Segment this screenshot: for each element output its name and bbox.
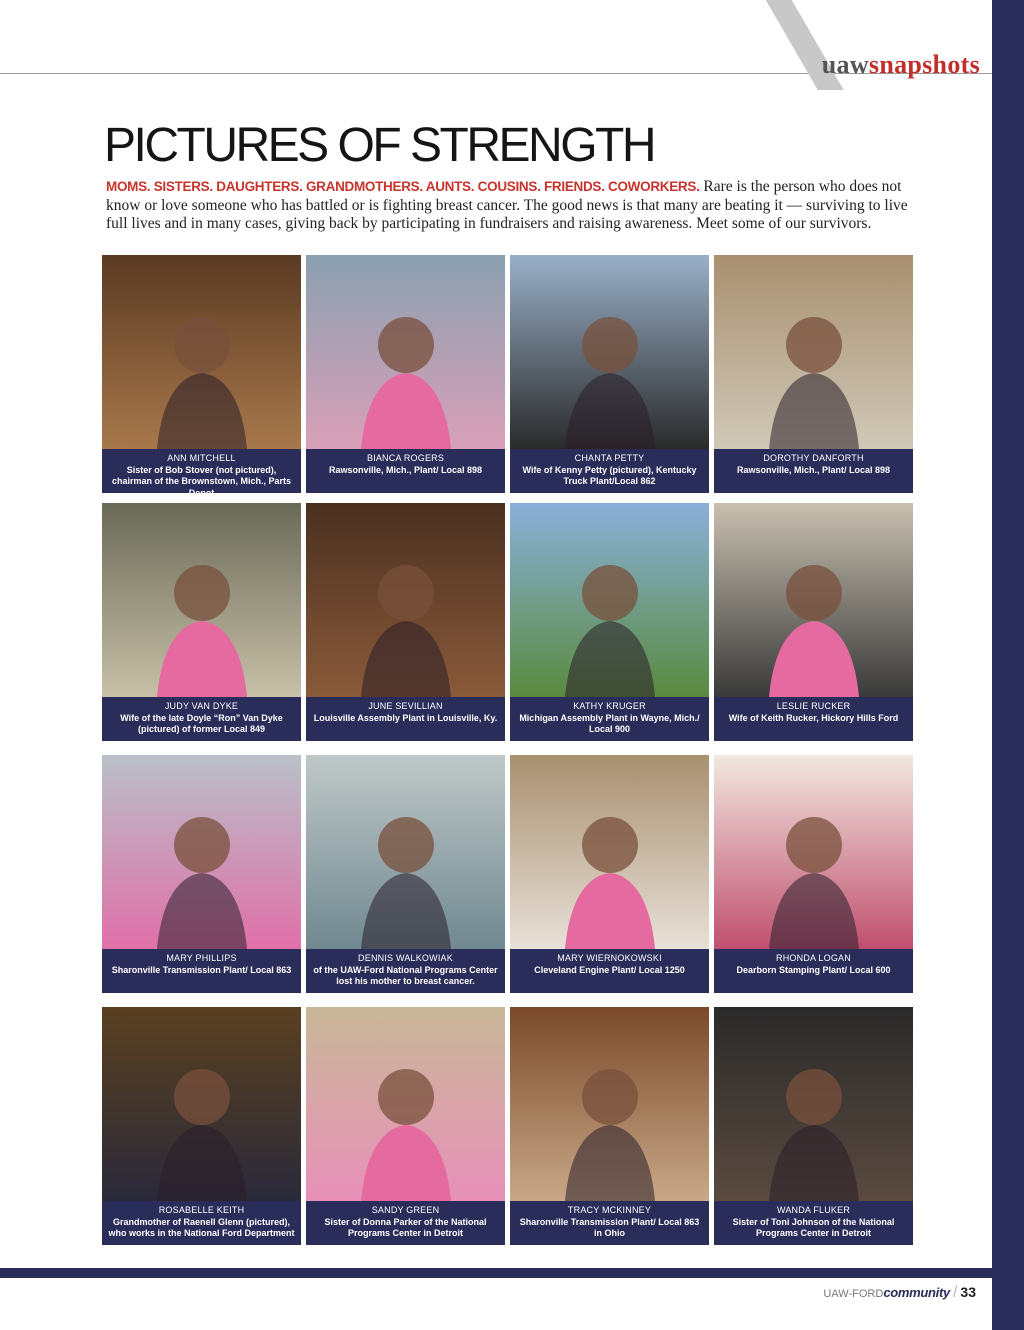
- survivor-photo-grid: [102, 255, 916, 1249]
- survivor-photo: [306, 755, 505, 949]
- intro-lead: MOMS. SISTERS. DAUGHTERS. GRANDMOTHERS. AUNTS. COUSINS. FRIENDS. COWORKERS.: [106, 179, 700, 194]
- survivor-photo: [510, 1007, 709, 1201]
- survivor-description: Rawsonville, Mich., Plant/ Local 898: [736, 464, 891, 475]
- survivor-card: [714, 503, 913, 741]
- survivor-card: [102, 755, 301, 993]
- survivor-caption: [714, 449, 913, 493]
- survivor-card: [510, 755, 709, 993]
- survivor-photo: [714, 755, 913, 949]
- survivor-caption: [306, 949, 505, 993]
- survivor-card: [510, 255, 709, 493]
- survivor-description: of the UAW-Ford National Programs Center lost his mother to breast cancer.: [313, 964, 498, 986]
- survivor-caption: [306, 1201, 505, 1245]
- survivor-caption: [510, 697, 709, 741]
- page-number: 33: [960, 1284, 976, 1300]
- survivor-card: [714, 255, 913, 493]
- survivor-card: [306, 755, 505, 993]
- survivor-description: Sister of Bob Stover (not pictured), chairman of the Brownstown, Mich., Parts Depot: [111, 464, 292, 498]
- survivor-name: ANN MITCHELL: [167, 453, 236, 463]
- section-tag: [822, 50, 980, 80]
- survivor-photo: [306, 503, 505, 697]
- survivor-caption: [306, 697, 505, 741]
- survivor-name: BIANCA ROGERS: [366, 453, 445, 463]
- survivor-description: Michigan Assembly Plant in Wayne, Mich./ Local 900: [519, 712, 700, 734]
- survivor-card: [510, 503, 709, 741]
- footer-bar: [0, 1268, 992, 1278]
- survivor-description: Wife of the late Doyle “Ron” Van Dyke (pictured) of former Local 849: [120, 712, 283, 734]
- page-title: PICTURES OF STRENGTH: [104, 119, 655, 172]
- survivor-card: [306, 503, 505, 741]
- section-tag-word: snapshots: [868, 50, 980, 79]
- survivor-photo: [510, 755, 709, 949]
- survivor-photo: [714, 1007, 913, 1201]
- survivor-name: DENNIS WALKOWIAK: [358, 953, 453, 963]
- survivor-name: MARY PHILLIPS: [166, 953, 237, 963]
- survivor-card: [714, 755, 913, 993]
- survivor-photo: [102, 755, 301, 949]
- survivor-caption: [510, 949, 709, 993]
- survivor-description: Wife of Keith Rucker, Hickory Hills Ford: [728, 712, 899, 723]
- survivor-name: DOROTHY DANFORTH: [763, 453, 864, 463]
- survivor-description: Dearborn Stamping Plant/ Local 600: [736, 964, 891, 975]
- intro-body: Rare is the person who does not know or love someone who has battled or is fighting breast cancer. The good news is that many are beating it — surviving to live full lives and in many cases, giving back by participating in fundraisers and raising awareness. Meet some of our survivors.: [106, 178, 908, 232]
- survivor-photo: [714, 255, 913, 449]
- survivor-photo: [714, 503, 913, 697]
- survivor-card: [102, 255, 301, 498]
- survivor-description: Wife of Kenny Petty (pictured), Kentucky Truck Plant/Local 862: [522, 464, 697, 486]
- survivor-card: [510, 1007, 709, 1245]
- survivor-description: Louisville Assembly Plant in Louisville, Ky.: [313, 712, 498, 723]
- survivor-photo: [510, 255, 709, 449]
- survivor-photo: [102, 255, 301, 449]
- survivor-name: LESLIE RUCKER: [776, 701, 851, 711]
- survivor-photo: [306, 1007, 505, 1201]
- survivor-caption: [714, 949, 913, 993]
- survivor-name: TRACY MCKINNEY: [567, 1205, 652, 1215]
- survivor-name: JUDY VAN DYKE: [164, 701, 239, 711]
- survivor-description: Sharonville Transmission Plant/ Local 863 in Ohio: [519, 1216, 700, 1238]
- survivor-description: Sharonville Transmission Plant/ Local 863: [111, 964, 292, 975]
- survivor-card: [306, 1007, 505, 1245]
- survivor-caption: [306, 449, 505, 493]
- survivor-name: WANDA FLUKER: [776, 1205, 851, 1215]
- survivor-photo: [102, 1007, 301, 1201]
- survivor-caption: [714, 697, 913, 741]
- survivor-description: Sister of Toni Johnson of the National Programs Center in Detroit: [732, 1216, 895, 1238]
- survivor-card: [306, 255, 505, 493]
- survivor-photo: [102, 503, 301, 697]
- survivor-name: ROSABELLE KEITH: [158, 1205, 245, 1215]
- survivor-caption: [714, 1201, 913, 1245]
- survivor-caption: [102, 697, 301, 741]
- footer-prefix: UAW-FORD: [823, 1288, 884, 1300]
- survivor-name: JUNE SEVILLIAN: [368, 701, 443, 711]
- footer-brand: community: [883, 1285, 950, 1300]
- footer-separator: /: [952, 1284, 958, 1301]
- survivor-name: RHONDA LOGAN: [776, 953, 851, 963]
- survivor-card: [102, 503, 301, 741]
- page-footer: [823, 1284, 976, 1302]
- survivor-name: CHANTA PETTY: [574, 453, 645, 463]
- survivor-caption: [510, 449, 709, 493]
- survivor-caption: [510, 1201, 709, 1245]
- right-edge-bar: [992, 0, 1024, 1330]
- survivor-name: KATHY KRUGER: [573, 701, 646, 711]
- survivor-description: Grandmother of Raenell Glenn (pictured), who works in the National Ford Department: [108, 1216, 295, 1238]
- survivor-description: Rawsonville, Mich., Plant/ Local 898: [328, 464, 483, 475]
- survivor-description: Sister of Donna Parker of the National Programs Center in Detroit: [324, 1216, 487, 1238]
- survivor-photo: [306, 255, 505, 449]
- survivor-caption: [102, 1201, 301, 1245]
- survivor-description: Cleveland Engine Plant/ Local 1250: [534, 964, 685, 975]
- section-tag-prefix: uaw: [821, 50, 869, 79]
- intro-paragraph: [106, 178, 921, 234]
- survivor-card: [714, 1007, 913, 1245]
- survivor-name: MARY WIERNOKOWSKI: [557, 953, 662, 963]
- survivor-name: SANDY GREEN: [371, 1205, 440, 1215]
- survivor-caption: [102, 449, 301, 498]
- survivor-caption: [102, 949, 301, 993]
- survivor-photo: [510, 503, 709, 697]
- survivor-card: [102, 1007, 301, 1245]
